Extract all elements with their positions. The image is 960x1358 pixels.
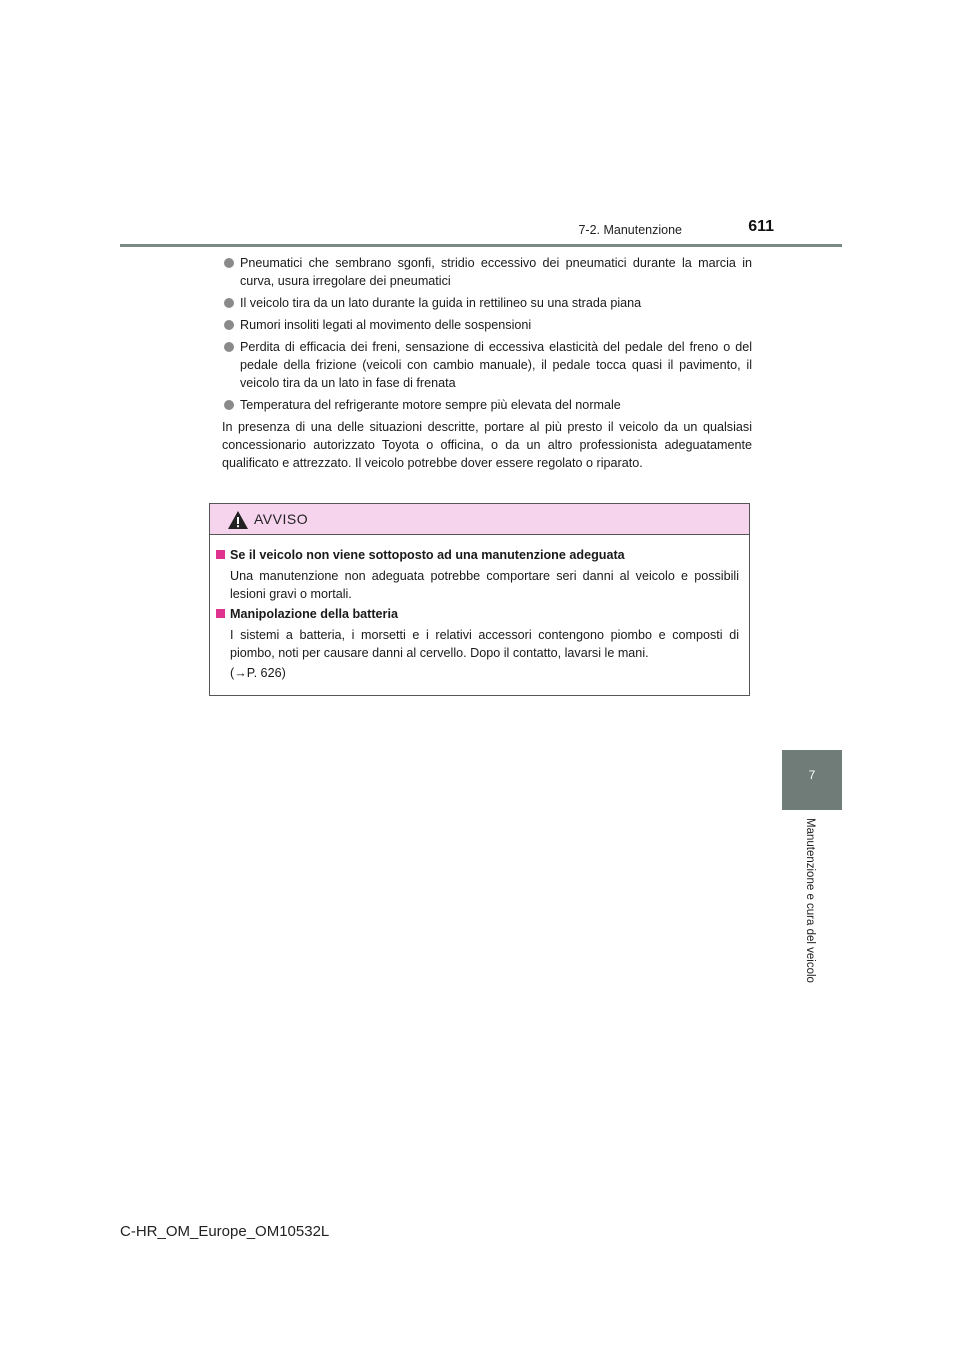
warning-triangle-icon	[227, 510, 249, 530]
page-reference-link[interactable]: (→P. 626)	[230, 666, 286, 680]
bullet-dot-icon	[224, 320, 234, 330]
warning-item	[216, 547, 739, 603]
square-bullet-icon	[216, 609, 225, 618]
warning-title: AVVISO	[254, 511, 309, 527]
bullet-dot-icon	[224, 400, 234, 410]
bullet-dot-icon	[224, 342, 234, 352]
chapter-tab-label	[782, 810, 842, 1050]
main-content	[222, 254, 752, 472]
bullet-dot-icon	[224, 298, 234, 308]
warning-box	[209, 503, 750, 696]
warning-item	[216, 606, 739, 682]
warning-item-text: Una manutenzione non adeguata potrebbe comportare seri danni al veicolo e possibili lesioni gravi o mortali.	[230, 569, 739, 601]
chapter-number: 7	[808, 768, 816, 782]
page-number: 611	[748, 218, 774, 235]
list-item: Rumori insoliti legati al movimento delle sospensioni	[222, 316, 752, 334]
warning-item-title: Manipolazione della batteria	[230, 607, 398, 621]
list-item: Pneumatici che sembrano sgonfi, stridio eccessivo dei pneumatici durante la marcia in curva, usura irregolare dei pneumatici	[222, 254, 752, 290]
chapter-title: Manutenzione e cura del veicolo	[804, 818, 816, 983]
body-paragraph: In presenza di una delle situazioni descritte, portare al più presto il veicolo da un qualsiasi concessionario autorizzato Toyota o officina, o da un altro professionista adeguatamente qualificato e attrezzato. Il veicolo potrebbe dover essere regolato o riparato.	[222, 420, 752, 470]
document-id: C-HR_OM_Europe_OM10532L	[120, 1223, 330, 1240]
list-item: Il veicolo tira da un lato durante la guida in rettilineo su una strada piana	[222, 294, 752, 312]
warning-item-title: Se il veicolo non viene sottoposto ad una manutenzione adeguata	[230, 548, 625, 562]
section-title: 7-2. Manutenzione	[578, 223, 682, 237]
page-header	[120, 218, 842, 248]
warning-header	[210, 504, 749, 535]
bullet-dot-icon	[224, 258, 234, 268]
header-divider	[120, 244, 842, 247]
warning-body	[210, 535, 749, 682]
chapter-tab	[782, 750, 842, 810]
list-item: Temperatura del refrigerante motore sempre più elevata del normale	[222, 396, 752, 414]
warning-item-text: I sistemi a batteria, i morsetti e i relativi accessori contengono piombo e composti di piombo, noti per causare danni al cervello. Dopo il contatto, lavarsi le mani.	[230, 628, 739, 660]
square-bullet-icon	[216, 550, 225, 559]
list-item: Perdita di efficacia dei freni, sensazione di eccessiva elasticità del pedale del freno o del pedale della frizione (veicoli con cambio manuale), il pedale tocca quasi il pavimento, il veicolo tira da un lato in fase di frenata	[222, 338, 752, 392]
